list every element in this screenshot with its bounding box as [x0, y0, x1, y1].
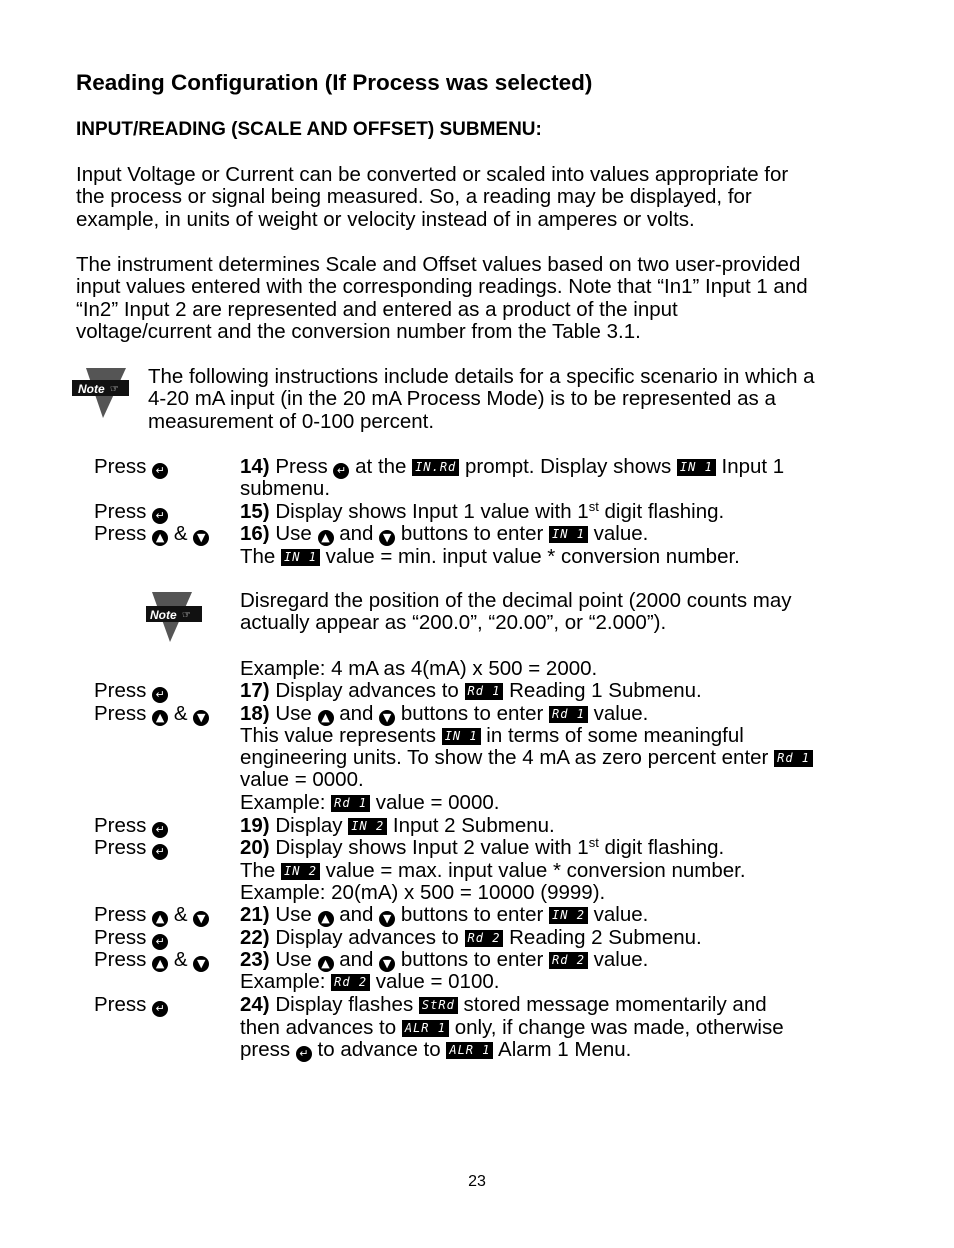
- note-icon: [146, 590, 204, 644]
- step-text: Input 1: [721, 455, 785, 478]
- step-text: submenu.: [240, 477, 331, 500]
- intro-paragraph: [76, 164, 886, 231]
- step-number: 19): [240, 814, 270, 837]
- step-22: [240, 927, 702, 949]
- example-text: Example: 20(mA) x 500 = 10000 (9999).: [240, 881, 606, 904]
- press-label: Press: [94, 993, 147, 1016]
- step-text: Use: [275, 702, 312, 725]
- step-text: and: [339, 903, 374, 926]
- step-text: prompt. Display shows: [464, 455, 672, 478]
- scale-offset-paragraph: [76, 254, 886, 344]
- down-button-icon: ▼: [193, 956, 209, 972]
- enter-button-icon: ↵: [152, 822, 168, 838]
- enter-button-icon: ↵: [152, 508, 168, 524]
- note-icon: [72, 366, 130, 420]
- ordinal-suffix: st: [588, 835, 599, 850]
- lcd-in1-display: IN 1: [281, 549, 320, 566]
- text-line: Input Voltage or Current can be converted or scaled into values appropriate for: [76, 163, 789, 186]
- step-text: Example:: [240, 970, 326, 993]
- press-label: Press: [94, 836, 147, 859]
- step-number: 15): [240, 500, 270, 523]
- step-23-example: [240, 971, 499, 993]
- down-button-icon: ▼: [379, 956, 395, 972]
- step-21: [240, 904, 648, 927]
- step-text: value.: [593, 903, 649, 926]
- text-line: 4-20 mA input (in the 20 mA Process Mode) is to be represented as a: [148, 387, 776, 411]
- press-cell: [94, 927, 168, 950]
- press-cell: [94, 994, 168, 1017]
- lcd-rd1-display: Rd 1: [774, 750, 813, 767]
- step-text: value.: [593, 702, 649, 725]
- lcd-rd2-display: Rd 2: [331, 974, 370, 991]
- step-text: buttons to enter: [400, 522, 544, 545]
- step-number: 14): [240, 455, 270, 478]
- press-label: Press: [94, 814, 147, 837]
- step-text: then advances to: [240, 1016, 397, 1039]
- lcd-in2-display: IN 2: [549, 907, 588, 924]
- up-button-icon: ▲: [318, 530, 334, 546]
- step-text: only, if change was made, otherwise: [454, 1016, 784, 1039]
- press-cell: [94, 904, 209, 927]
- step-text: Example:: [240, 791, 326, 814]
- ordinal-suffix: st: [588, 499, 599, 514]
- press-label: Press: [94, 500, 147, 523]
- step-16: [240, 523, 648, 546]
- step-text: buttons to enter: [400, 903, 544, 926]
- step-number: 17): [240, 679, 270, 702]
- text-line: voltage/current and the conversion number from the Table 3.1.: [76, 320, 641, 344]
- step-text: digit flashing.: [604, 500, 725, 523]
- lcd-strd-display: StRd: [419, 997, 458, 1014]
- section-heading: Reading Configuration (If Process was selected): [76, 70, 593, 95]
- step-text: at the: [355, 455, 407, 478]
- press-cell: [94, 815, 168, 838]
- step-text: value = max. input value * conversion number.: [325, 859, 746, 882]
- down-button-icon: ▼: [193, 710, 209, 726]
- down-button-icon: ▼: [379, 710, 395, 726]
- up-button-icon: ▲: [152, 710, 168, 726]
- enter-button-icon: ↵: [296, 1046, 312, 1062]
- step-text: Reading 2 Submenu.: [509, 926, 702, 949]
- step-text: Display flashes: [275, 993, 414, 1016]
- up-button-icon: ▲: [152, 530, 168, 546]
- press-cell: [94, 523, 209, 546]
- note-text-2: [240, 590, 880, 635]
- press-label: Press: [94, 679, 147, 702]
- step-text: in terms of some meaningful: [486, 724, 744, 747]
- step-14: [240, 456, 784, 479]
- up-button-icon: ▲: [152, 911, 168, 927]
- step-17: [240, 680, 702, 702]
- lcd-in2-display: IN 2: [281, 863, 320, 880]
- step-text: Use: [275, 903, 312, 926]
- up-button-icon: ▲: [152, 956, 168, 972]
- step-text: digit flashing.: [604, 836, 725, 859]
- step-18-detail: [240, 725, 744, 747]
- step-text: Reading 1 Submenu.: [509, 679, 702, 702]
- step-18: [240, 703, 648, 726]
- lcd-rd1-display: Rd 1: [331, 795, 370, 812]
- text-line: The following instructions include details for a specific scenario in which a: [148, 365, 815, 388]
- press-cell: [94, 703, 209, 726]
- press-cell: [94, 680, 168, 703]
- step-text: and: [339, 522, 374, 545]
- step-text: value.: [593, 948, 649, 971]
- step-text: Display shows Input 1 value with 1: [275, 500, 589, 523]
- text-line: the process or signal being measured. So, a reading may be displayed, for: [76, 185, 752, 209]
- enter-button-icon: ↵: [152, 934, 168, 950]
- press-label: Press: [94, 455, 147, 478]
- press-label: Press: [94, 702, 147, 725]
- lcd-in-rd-display: IN.Rd: [412, 459, 459, 476]
- press-cell: [94, 501, 168, 524]
- ampersand: &: [173, 702, 188, 725]
- lcd-in2-display: IN 2: [348, 818, 387, 835]
- step-text: value = min. input value * conversion number.: [325, 545, 740, 568]
- up-button-icon: ▲: [318, 956, 334, 972]
- press-label: Press: [94, 926, 147, 949]
- note-label: Note: [150, 608, 177, 622]
- lcd-in1-display: IN 1: [442, 728, 481, 745]
- step-23: [240, 949, 648, 972]
- submenu-heading: INPUT/READING (SCALE AND OFFSET) SUBMENU:: [76, 119, 542, 140]
- press-label: Press: [94, 948, 147, 971]
- step-text: value = 0000.: [240, 768, 364, 791]
- step-number: 20): [240, 836, 270, 859]
- ampersand: &: [173, 903, 188, 926]
- step-24: [240, 994, 767, 1016]
- step-text: This value represents: [240, 724, 436, 747]
- up-button-icon: ▲: [318, 911, 334, 927]
- step-text: Press: [275, 455, 328, 478]
- step-20-detail: [240, 860, 746, 882]
- step-text: Use: [275, 948, 312, 971]
- step-text: Display advances to: [275, 926, 459, 949]
- step-18-example: [240, 792, 499, 814]
- lcd-alr1-display: ALR 1: [402, 1020, 449, 1037]
- press-cell: [94, 949, 209, 972]
- step-number: 22): [240, 926, 270, 949]
- lcd-rd2-display: Rd 2: [465, 930, 504, 947]
- step-text: engineering units. To show the 4 mA as zero percent enter: [240, 746, 769, 769]
- svg-text:☞: ☞: [182, 610, 191, 621]
- lcd-in1-display: IN 1: [549, 526, 588, 543]
- step-number: 23): [240, 948, 270, 971]
- step-text: The: [240, 859, 276, 882]
- enter-button-icon: ↵: [152, 1001, 168, 1017]
- example-text: Example: 4 mA as 4(mA) x 500 = 2000.: [240, 657, 598, 680]
- page-number: 23: [468, 1173, 486, 1190]
- enter-button-icon: ↵: [152, 687, 168, 703]
- ampersand: &: [173, 948, 188, 971]
- step-text: Display shows Input 2 value with 1: [275, 836, 589, 859]
- text-line: example, in units of weight or velocity instead of in amperes or volts.: [76, 207, 695, 231]
- svg-text:☞: ☞: [110, 384, 119, 395]
- press-cell: [94, 456, 168, 479]
- down-button-icon: ▼: [379, 530, 395, 546]
- down-button-icon: ▼: [193, 911, 209, 927]
- step-24-detail: [240, 1039, 631, 1062]
- text-line: measurement of 0-100 percent.: [148, 409, 435, 433]
- step-number: 24): [240, 993, 270, 1016]
- lcd-rd1-display: Rd 1: [549, 706, 588, 723]
- enter-button-icon: ↵: [152, 844, 168, 860]
- lcd-in1-display: IN 1: [677, 459, 716, 476]
- step-text: press: [240, 1038, 291, 1061]
- step-text: to advance to: [317, 1038, 441, 1061]
- enter-button-icon: ↵: [152, 463, 168, 479]
- step-text: value = 0000.: [375, 791, 500, 814]
- step-number: 18): [240, 702, 270, 725]
- step-16-detail: [240, 546, 740, 568]
- press-cell: [94, 837, 168, 860]
- lcd-alr1-display: ALR 1: [446, 1042, 493, 1059]
- step-text: stored message momentarily and: [463, 993, 767, 1016]
- step-text: The: [240, 545, 276, 568]
- step-19: [240, 815, 555, 837]
- step-text: Use: [275, 522, 312, 545]
- step-24-detail: [240, 1017, 784, 1039]
- ampersand: &: [173, 522, 188, 545]
- press-label: Press: [94, 903, 147, 926]
- step-text: Display advances to: [275, 679, 459, 702]
- step-text: value.: [593, 522, 649, 545]
- enter-button-icon: ↵: [333, 463, 349, 479]
- text-line: The instrument determines Scale and Offset values based on two user-provided: [76, 253, 801, 276]
- step-18-detail: [240, 747, 813, 769]
- text-line: Disregard the position of the decimal point (2000 counts may: [240, 589, 792, 612]
- step-text: Input 2 Submenu.: [392, 814, 555, 837]
- step-20: [240, 837, 724, 859]
- step-text: buttons to enter: [400, 702, 544, 725]
- step-text: and: [339, 948, 374, 971]
- step-number: 16): [240, 522, 270, 545]
- step-text: buttons to enter: [400, 948, 544, 971]
- note-label: Note: [78, 382, 105, 396]
- step-text: value = 0100.: [375, 970, 500, 993]
- note-text-1: [148, 366, 888, 433]
- step-text: Alarm 1 Menu.: [498, 1038, 632, 1061]
- text-line: input values entered with the corresponding readings. Note that “In1” Input 1 and: [76, 275, 808, 299]
- step-text: and: [339, 702, 374, 725]
- up-button-icon: ▲: [318, 710, 334, 726]
- text-line: “In2” Input 2 are represented and entered as a product of the input: [76, 297, 678, 321]
- down-button-icon: ▼: [193, 530, 209, 546]
- lcd-rd2-display: Rd 2: [549, 952, 588, 969]
- press-label: Press: [94, 522, 147, 545]
- step-15: [240, 501, 724, 523]
- text-line: actually appear as “200.0”, “20.00”, or “2.000”).: [240, 611, 667, 635]
- step-text: Display: [275, 814, 343, 837]
- down-button-icon: ▼: [379, 911, 395, 927]
- lcd-rd1-display: Rd 1: [465, 683, 504, 700]
- step-number: 21): [240, 903, 270, 926]
